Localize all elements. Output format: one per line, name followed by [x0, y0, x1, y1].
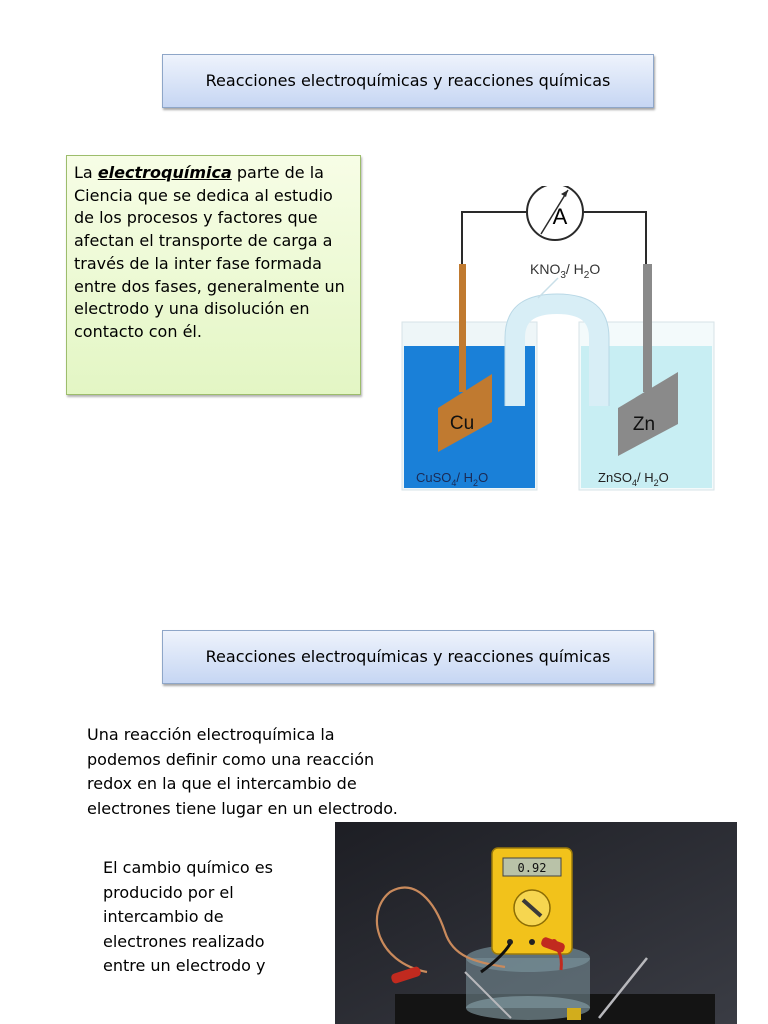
yellow-clip [567, 1008, 581, 1020]
right-solution-label: ZnSO$_4$/ $H_2O$ [598, 470, 669, 488]
multimeter-jack-2 [529, 939, 535, 945]
bridge-label: $KNO_3/$ $H_2O$ [530, 261, 601, 281]
slide1-title [162, 54, 654, 108]
copper-label: Cu [449, 413, 475, 434]
copper-rod [459, 264, 466, 392]
slide1-title-text: Reacciones electroquímicas y reacciones químicas [205, 71, 611, 90]
definition-prefix: La [74, 163, 98, 182]
definition-box [66, 155, 361, 395]
slide2-title [162, 630, 654, 684]
zinc-label: Zn [632, 414, 656, 435]
photo-illustration [335, 822, 737, 1024]
zinc-rod [643, 264, 652, 392]
chemical-change-text: El cambio químico es producido por el intercambio de electrones realizado entre un electrodo y [103, 858, 273, 975]
ammeter-label: A [552, 204, 568, 229]
left-solution-label: CuSO$_4$/ $H_2O$ [416, 470, 489, 488]
slide2-title-text: Reacciones electroquímicas y reacciones químicas [205, 647, 611, 666]
multimeter-reading: 0.92 [517, 861, 547, 875]
definition-term: electroquímica [97, 163, 232, 182]
multimeter-experiment-photo [335, 822, 737, 1024]
definition-body: parte de la Ciencia que se dedica al estudio de los procesos y factores que afectan el transporte de carga a través de la inter fase formada entre dos fases, generalmente un electrodo y una disolución en contacto con él. [74, 163, 345, 341]
electrochemical-reaction-definition: Una reacción electroquímica la podemos definir como una reacción redox en la que el intercambio de electrones tiene lugar en un electrodo. [87, 725, 398, 818]
galvanic-cell-diagram [398, 186, 718, 492]
